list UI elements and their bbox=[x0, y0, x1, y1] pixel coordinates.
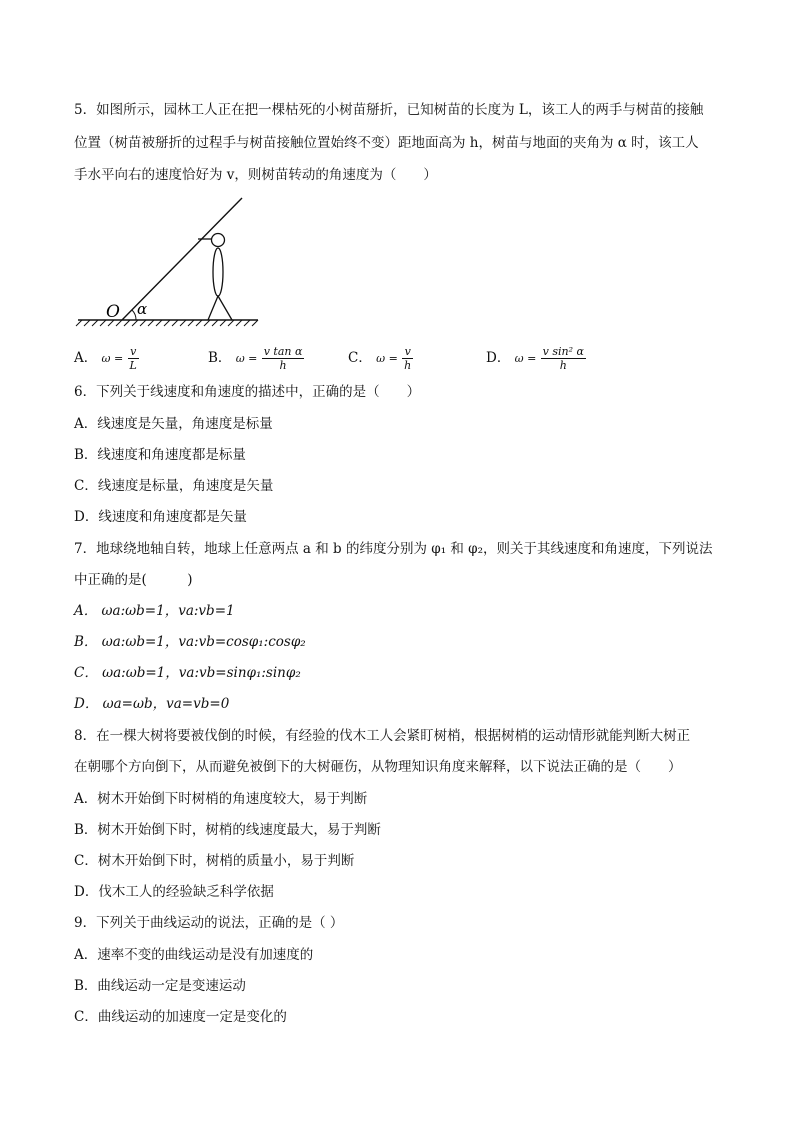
q6-stem: 6．下列关于线速度和角速度的描述中，正确的是（ ） bbox=[74, 384, 421, 400]
origin-label: O bbox=[106, 302, 120, 322]
option-fraction: $\frac{v}{L}$ bbox=[129, 345, 137, 372]
q6-option-d[interactable]: D．线速度和角速度都是矢量 bbox=[74, 509, 247, 525]
option-lhs: ω = bbox=[376, 352, 398, 365]
option-letter: B． bbox=[208, 350, 232, 366]
option-fraction: $\frac{\text{v sin² α}}{h}$ bbox=[542, 345, 584, 372]
q5-stem-line-2: 位置（树苗被掰折的过程手与树苗接触位置始终不变）距地面高为 h，树苗与地面的夹角为 α 时，该工人 bbox=[74, 135, 699, 151]
q9-option-a[interactable]: A．速率不变的曲线运动是没有加速度的 bbox=[74, 947, 314, 963]
option-fraction: $\frac{\text{v tan α}}{h}$ bbox=[263, 345, 303, 372]
q8-option-d[interactable]: D．伐木工人的经验缺乏科学依据 bbox=[74, 884, 274, 900]
q7-option-d[interactable]: D． ωa=ωb，va=vb=0 bbox=[74, 696, 230, 712]
option-fraction: $\frac{v}{h}$ bbox=[404, 345, 412, 372]
option-lhs: ω = bbox=[101, 352, 124, 365]
option-lhs: ω = bbox=[514, 352, 537, 365]
option-lhs: ω = bbox=[235, 352, 258, 365]
q9-option-c[interactable]: C．曲线运动的加速度一定是变化的 bbox=[74, 1009, 287, 1025]
worker-figure bbox=[198, 234, 232, 321]
q9-option-b[interactable]: B．曲线运动一定是变速运动 bbox=[74, 978, 246, 994]
angle-label: α bbox=[137, 300, 148, 318]
q5-option-a[interactable] bbox=[74, 345, 139, 372]
option-letter: A． bbox=[74, 350, 98, 366]
q8-option-b[interactable]: B．树木开始倒下时，树梢的线速度最大，易于判断 bbox=[74, 822, 381, 838]
q6-option-a[interactable]: A．线速度是矢量，角速度是标量 bbox=[74, 416, 273, 432]
ground-hatching bbox=[76, 320, 258, 326]
q5-option-c[interactable] bbox=[348, 345, 413, 372]
q7-option-a[interactable]: A． ωa:ωb=1，va:vb=1 bbox=[74, 603, 235, 619]
q5-option-d[interactable] bbox=[486, 345, 586, 372]
q5-figure bbox=[70, 192, 270, 332]
q8-option-c[interactable]: C．树木开始倒下时，树梢的质量小，易于判断 bbox=[74, 853, 355, 869]
q7-option-b[interactable]: B． ωa:ωb=1，va:vb=cosφ₁:cosφ₂ bbox=[74, 634, 306, 650]
q5-option-b[interactable] bbox=[208, 345, 304, 372]
q5-stem-line-1: 5．如图所示，园林工人正在把一棵枯死的小树苗掰折，已知树苗的长度为 L，该工人的两手与树苗的接触 bbox=[74, 102, 704, 118]
q6-option-b[interactable]: B．线速度和角速度都是标量 bbox=[74, 447, 246, 463]
option-letter: D． bbox=[486, 350, 511, 366]
q8-stem-line-2: 在朝哪个方向倒下，从而避免被倒下的大树砸伤，从物理知识角度来解释，以下说法正确的是（ ） bbox=[74, 759, 682, 775]
option-letter: C． bbox=[348, 350, 372, 366]
q7-option-c[interactable]: C． ωa:ωb=1，va:vb=sinφ₁:sinφ₂ bbox=[74, 665, 301, 681]
q9-stem: 9．下列关于曲线运动的说法，正确的是（ ） bbox=[74, 915, 344, 931]
q5-stem-line-3: 手水平向右的速度恰好为 v，则树苗转动的角速度为（ ） bbox=[74, 167, 437, 183]
q7-stem-line-1: 7．地球绕地轴自转，地球上任意两点 a 和 b 的纬度分别为 φ₁ 和 φ₂，则关于其线速度和角速度，下列说法 bbox=[74, 541, 713, 557]
q6-option-c[interactable]: C．线速度是标量，角速度是矢量 bbox=[74, 478, 274, 494]
q7-stem-line-2: 中正确的是( ) bbox=[74, 572, 193, 588]
q8-option-a[interactable]: A．树木开始倒下时树梢的角速度较大，易于判断 bbox=[74, 791, 368, 807]
q8-stem-line-1: 8．在一棵大树将要被伐倒的时候，有经验的伐木工人会紧盯树梢，根据树梢的运动情形就能判断大树正 bbox=[74, 728, 691, 744]
angle-arc bbox=[132, 310, 136, 320]
